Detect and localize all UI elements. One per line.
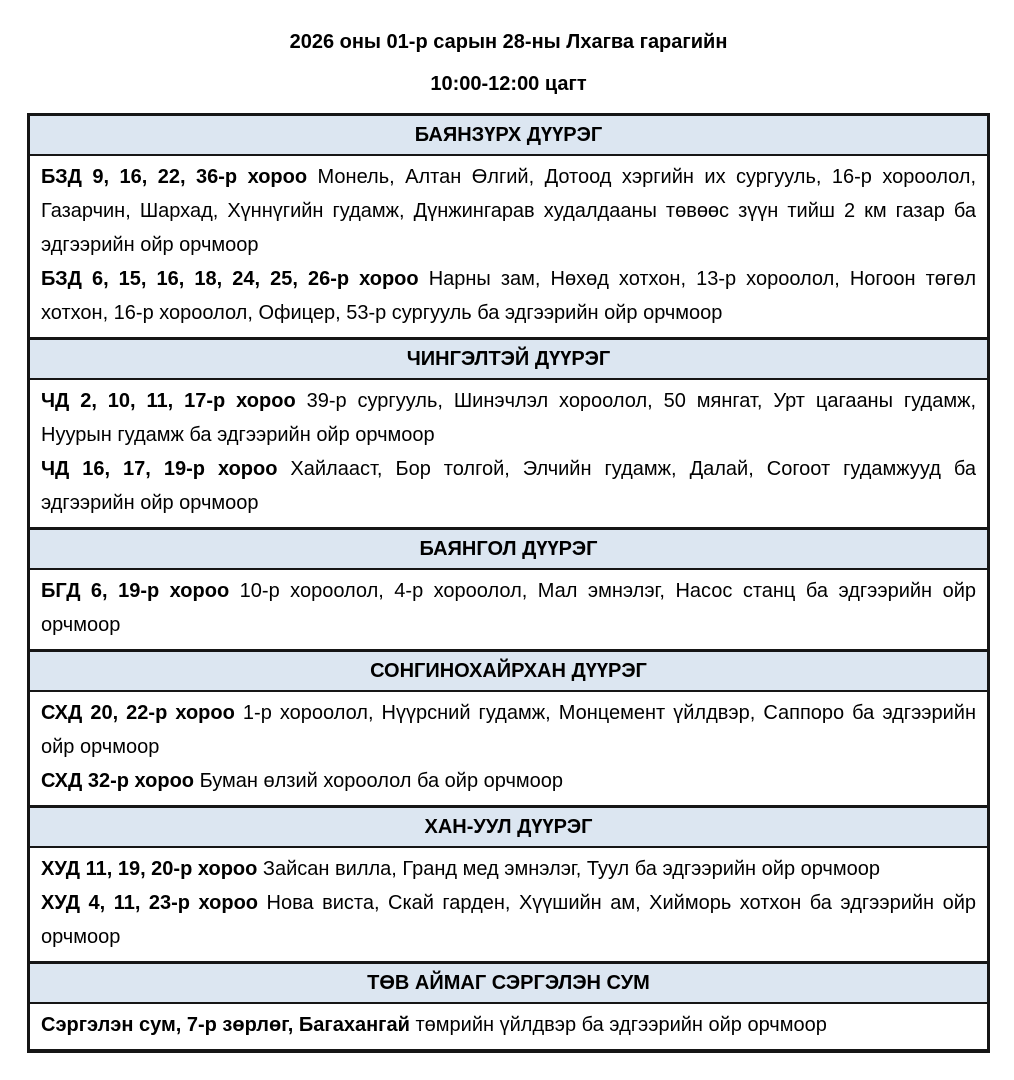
- outage-entry: [41, 452, 976, 520]
- outage-entry: [41, 886, 976, 954]
- outage-area-label: БЗД 6, 15, 16, 18, 24, 25, 26-р хороо: [41, 268, 419, 290]
- outage-details: 39-р сургууль, Шинэчлэл хороолол, 50 мянгат, Урт цагааны гудамж, Нуурын гудамж ба эдгээрийн ойр орчмоор: [41, 390, 977, 446]
- district-body: [30, 570, 987, 649]
- outage-area-label: ХУД 4, 11, 23-р хороо: [41, 892, 258, 914]
- district-header: ХАН-УУЛ ДҮҮРЭГ: [30, 805, 987, 848]
- outage-area-label: СХД 32-р хороо: [41, 770, 194, 792]
- outage-area-label: СХД 20, 22-р хороо: [41, 702, 235, 724]
- district-header: БАЯНГОЛ ДҮҮРЭГ: [30, 527, 987, 570]
- outage-entry: [41, 1008, 976, 1042]
- outage-table: [27, 113, 990, 1053]
- document-title: [27, 30, 990, 96]
- district-header: ЧИНГЭЛТЭЙ ДҮҮРЭГ: [30, 337, 987, 380]
- outage-details: Монель, Алтан Өлгий, Дотоод хэргийн их сургууль, 16-р хороолол, Газарчин, Шархад, Хүннүгийн гудамж, Дүнжингарав худалдааны төвөөс зүүн тийш 2 км газар ба эдгээрийн ойр орчмоор: [41, 166, 977, 256]
- outage-entry: [41, 384, 976, 452]
- outage-entry: [41, 764, 976, 798]
- outage-entry: [41, 852, 976, 886]
- district-body: [30, 848, 987, 961]
- outage-details: 1-р хороолол, Нүүрсний гудамж, Монцемент үйлдвэр, Саппоро ба эдгээрийн ойр орчмоор: [41, 702, 977, 758]
- outage-details: 10-р хороолол, 4-р хороолол, Мал эмнэлэг, Насос станц ба эдгээрийн ойр орчмоор: [41, 580, 976, 636]
- outage-area-label: Сэргэлэн сум, 7-р зөрлөг, Багахангай: [41, 1014, 410, 1036]
- district-header: ТӨВ АЙМАГ СЭРГЭЛЭН СУМ: [30, 961, 987, 1004]
- outage-details: Нарны зам, Нөхөд хотхон, 13-р хороолол, Ногоон төгөл хотхон, 16-р хороолол, Офицер, 53-р сургууль ба эдгээрийн ойр орчмоор: [41, 268, 976, 324]
- outage-area-label: ЧД 16, 17, 19-р хороо: [41, 458, 278, 480]
- outage-area-label: БГД 6, 19-р хороо: [41, 580, 230, 602]
- outage-details: Буман өлзий хороолол ба ойр орчмоор: [199, 770, 563, 792]
- outage-details: Нова виста, Скай гарден, Хүүшийн ам, Хийморь хотхон ба эдгээрийн ойр орчмоор: [41, 892, 976, 948]
- title-date: 2026 оны 01-р сарын 28-ны Лхагва гарагийн: [289, 31, 728, 53]
- title-time-range: 10:00-12:00 цагт: [430, 73, 587, 95]
- district-body: [30, 156, 987, 337]
- district-body: [30, 380, 987, 527]
- district-header: БАЯНЗҮРХ ДҮҮРЭГ: [30, 116, 987, 156]
- outage-entry: [41, 696, 976, 764]
- outage-area-label: ЧД 2, 10, 11, 17-р хороо: [41, 390, 296, 412]
- district-body: [30, 1004, 987, 1049]
- outage-entry: [41, 262, 976, 330]
- district-body: [30, 692, 987, 805]
- outage-entry: [41, 160, 976, 262]
- outage-entry: [41, 574, 976, 642]
- outage-area-label: ХУД 11, 19, 20-р хороо: [41, 858, 258, 880]
- outage-details: төмрийн үйлдвэр ба эдгээрийн ойр орчмоор: [415, 1014, 827, 1036]
- outage-details: Зайсан вилла, Гранд мед эмнэлэг, Туул ба эдгээрийн ойр орчмоор: [262, 858, 880, 880]
- outage-area-label: БЗД 9, 16, 22, 36-р хороо: [41, 166, 308, 188]
- district-header: СОНГИНОХАЙРХАН ДҮҮРЭГ: [30, 649, 987, 692]
- outage-details: Хайлааст, Бор толгой, Элчийн гудамж, Далай, Согоот гудамжууд ба эдгээрийн ойр орчмоор: [41, 458, 976, 514]
